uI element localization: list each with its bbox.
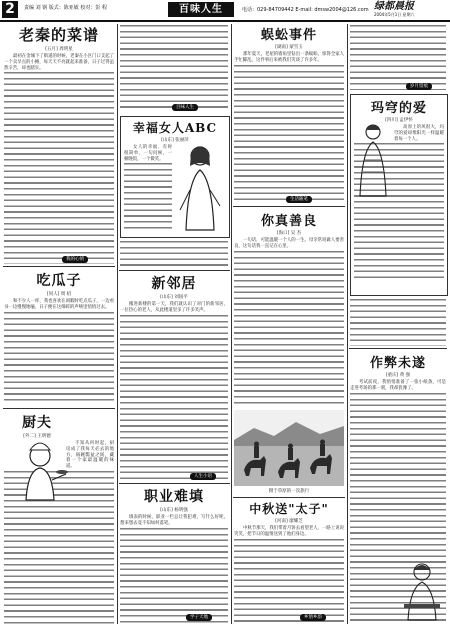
section-badge: 岁月留痕 [406,83,432,90]
section-badge: 生活随笔 [286,196,312,203]
article-body: 不知从何时起，厨房成了我每天必去的地方，锅碗瓢盆之间，藏着一个家最温暖的味道。 [66,441,114,470]
article-text-block [4,311,114,405]
article-title: 玛穹的爱 [370,101,427,116]
section-title: 百味人生 [168,2,234,17]
article-body: 考试前夜，我悄悄准备了一张小纸条，可是走进考场的那一刻，我却犹豫了。 [350,380,446,391]
section-badge: 乡情乡韵 [300,614,326,621]
photo-caption: 摄于草原的一次旅行 [268,489,310,494]
article-continued [120,24,228,112]
article-title: 作弊未遂 [369,356,426,371]
cook-illustration [8,440,68,504]
article-body: 搬进新楼的第一天，我们就认识了对门的新邻居，一位热心的老人，从此楼道里多了许多笑声。 [120,302,228,313]
article-title: 职业难填 [144,489,204,505]
horse-riders-photo [234,410,344,486]
article-text-block [350,298,446,346]
tibetan-woman-illustration [354,120,392,198]
article-text-block [4,71,114,264]
article-body: 填表的时候，职业一栏总让我犯难，写什么好呢，想来想去竟不知如何落笔。 [120,515,228,526]
article-text-block [120,240,228,270]
divider [233,497,345,498]
masthead [0,0,450,22]
article-title: 幸福女人ABC [132,121,218,135]
article-text-block [350,24,446,90]
article-byline: [重庆] 黄 强 [385,373,411,378]
article-byline: [外二] 王明德 [23,434,51,439]
article-body: 女人的幸福，有时很简单，一句问候，一顿晚饭，一个微笑。 [124,145,172,162]
article-byline: [山东] 张丽萍 [161,138,189,143]
section-badge: 人生小语 [190,473,216,480]
article-body: 高原上的风很大，玛穹的爱却像阳光一样温暖着每一个人。 [394,125,444,142]
divider [3,266,115,267]
student-illustration [400,560,444,622]
article-body: 那年夏天，老屋的墙角里钻出一条蜈蚣，惊得全家人手忙脚乱，这件事后来被我们笑谈了许多年。 [234,52,344,63]
issue-date: 2004年5月1日 星期六 [374,12,415,17]
article-byline: [山东] 杨明强 [160,508,188,513]
article-body: 中秋节那天，我们带着月饼去看望老人，一路上说说笑笑，把节日的温情送到了他们身边。 [234,526,344,537]
section-badge: 我的心情 [62,256,88,263]
article-title: 老秦的菜谱 [18,26,99,44]
article-byline: [山东] 刘国平 [160,295,188,300]
editor-info: 责编 刘 钢 版式：陈亚敏 校对：彭 程 [24,5,107,11]
article-title: 新邻居 [151,276,197,292]
article-xinlinju [120,273,228,481]
paper-logo: 绿都晨报 [374,1,414,12]
divider [119,270,230,271]
divider [233,206,345,207]
article-byline: [河南] 廖耀芝 [275,519,303,524]
article-zhongqiu [234,500,344,624]
article-title: 你真善良 [260,214,317,229]
article-zhiye [120,486,228,624]
article-title: 吃瓜子 [36,273,82,289]
column-rule [347,24,348,624]
article-title: 厨夫 [22,415,52,431]
article-continued [350,24,446,90]
article-text-block [234,538,344,624]
woman-illustration [172,140,226,232]
article-text-block [120,314,228,481]
article-title: 中秋送"太子" [249,502,329,516]
article-byline: [同人] 周 绍 [46,292,72,297]
column-rule [117,24,118,624]
article-text-block [120,24,228,112]
article-byline: [四川] 孟伊怀 [385,118,413,123]
article-body: 和不少人一样，我也喜欢在闲暇时吃点瓜子，一边看书一边慢慢地嗑，日子便在这细碎的声响里悄悄过去。 [4,299,114,310]
page-number: 2 [2,1,18,18]
article-text-block [120,527,228,624]
divider [3,408,115,409]
article-byline: [湖南] 蒙雪玉 [275,45,303,50]
column-rule [231,24,232,624]
article-title: 蜈蚣事件 [260,28,317,43]
section-badge: 百味人生 [172,104,198,111]
section-badge: 学子天地 [186,614,212,621]
article-text-block [124,162,172,232]
article-guazi [4,270,114,405]
article-byline: [海口] 吴 杰 [276,231,302,236]
article-body: 一句话，可能温暖一个人的一生。母亲常说做人要善良，这句话我一直记在心里。 [234,238,344,249]
article-body: 最初在金城下了街道的时候，老秦在小区门口支起了一个卖早点的小摊，每天天不亮就起来准备，日子过得虽然辛苦，却也踏实。 [4,54,114,71]
article-continued [120,240,228,270]
divider [119,483,230,484]
article-shanliang [234,210,344,406]
article-continued [350,298,446,346]
article-text-block [234,64,344,204]
article-text-block [234,250,344,406]
article-byline: [五月] 周明星 [45,47,73,52]
article-laoqin [4,24,114,264]
article-wugong [234,24,344,204]
divider [349,348,447,349]
contact-info: 电话：029-84709442 E-mail: dmsw2004@126.com [242,7,369,13]
